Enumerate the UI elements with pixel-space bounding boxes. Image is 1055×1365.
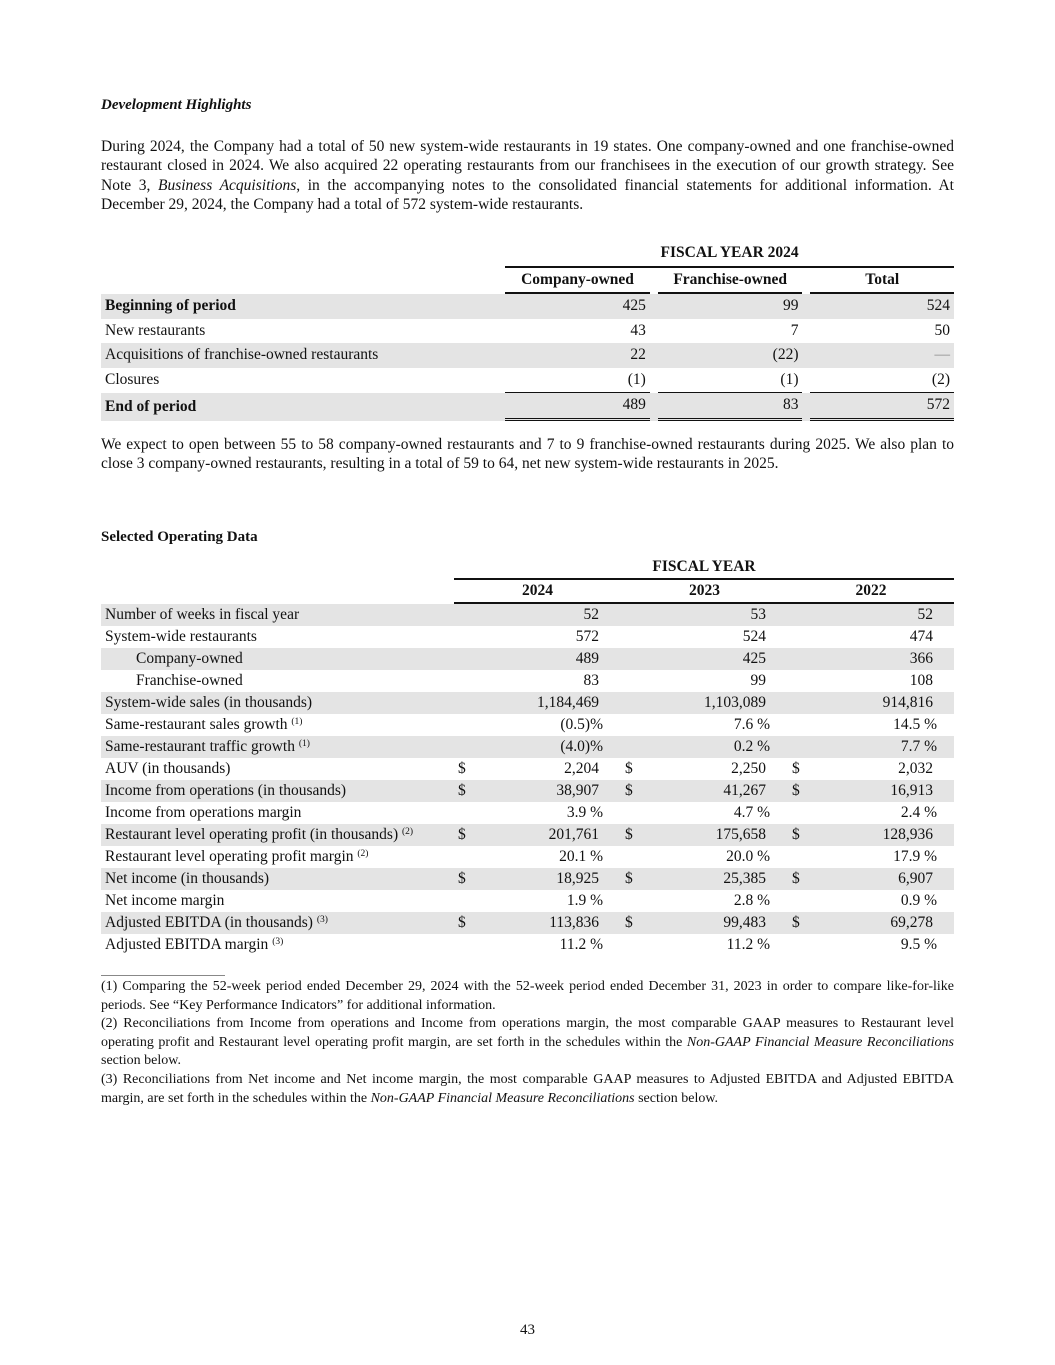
dollar-sign bbox=[621, 802, 651, 824]
cell: (22) bbox=[658, 343, 803, 368]
cell: 17.9 % bbox=[893, 848, 937, 865]
table-row bbox=[101, 934, 954, 956]
cell: 1,184,469 bbox=[484, 692, 603, 714]
table-row bbox=[101, 626, 954, 648]
cell: 11.2 % bbox=[726, 936, 770, 953]
dollar-sign bbox=[788, 670, 818, 692]
row-label: Same-restaurant traffic growth $^{(1)}$ bbox=[101, 736, 454, 758]
footnote-1: (1) Comparing the 52-week period ended December 29, 2024 with the 52-week period ended December 31, 2023 in order to compare like-for-like periods. See “Key Performance Indicators” for additional information. bbox=[101, 979, 954, 1013]
dollar-sign bbox=[454, 802, 484, 824]
dollar-sign: $ bbox=[454, 868, 484, 890]
development-paragraph bbox=[101, 137, 954, 215]
cell: 425 bbox=[651, 648, 770, 670]
dollar-sign bbox=[621, 736, 651, 758]
dollar-sign bbox=[788, 692, 818, 714]
table-row bbox=[101, 692, 954, 714]
dollar-sign: $ bbox=[454, 824, 484, 846]
cell: 14.5 % bbox=[893, 716, 937, 733]
table-row bbox=[101, 648, 954, 670]
t1-title: FISCAL YEAR 2024 bbox=[505, 241, 954, 268]
fn2-italic: Non-GAAP Financial Measure Reconciliations bbox=[686, 1034, 955, 1050]
cell: (1) bbox=[505, 368, 650, 394]
cell: 175,658 bbox=[651, 824, 770, 846]
row-label: System-wide restaurants bbox=[105, 628, 257, 645]
dollar-sign bbox=[454, 604, 484, 626]
row-label: Same-restaurant sales growth $^{(1)}$ bbox=[105, 716, 303, 733]
dollar-sign bbox=[788, 846, 818, 868]
row-label: Income from operations (in thousands) bbox=[101, 780, 454, 802]
fn2-text-b: section below. bbox=[101, 1053, 181, 1069]
cell: 7.6 % bbox=[733, 716, 770, 733]
dollar-sign bbox=[621, 648, 651, 670]
table-row bbox=[101, 802, 954, 824]
footnote-ref: (3) bbox=[272, 937, 284, 947]
row-label: Net income margin bbox=[105, 892, 225, 909]
table-row bbox=[101, 393, 954, 421]
t1-col-company-owned: Company-owned bbox=[505, 268, 650, 295]
cell: 2.4 % bbox=[900, 804, 937, 821]
dollar-sign bbox=[454, 692, 484, 714]
operating-data-table bbox=[101, 556, 954, 956]
cell: 38,907 bbox=[484, 780, 603, 802]
cell: 50 bbox=[934, 321, 950, 339]
cell: 128,936 bbox=[818, 824, 937, 846]
dollar-sign bbox=[454, 846, 484, 868]
cell: 425 bbox=[505, 294, 650, 319]
fn2-text-a: (2) Reconciliations from Income from operations and Income from operations margin, the most comparable GAAP measures to Restaurant level operating profit and Restaurant level operating profit margin, are set forth in the schedules within the bbox=[101, 1016, 954, 1050]
cell: 18,925 bbox=[484, 868, 603, 890]
t2-year-2022: 2022 bbox=[788, 580, 954, 604]
fn3-text-b: section below. bbox=[634, 1090, 719, 1106]
cell: — bbox=[810, 343, 954, 368]
t1-col-franchise-owned: Franchise-owned bbox=[658, 268, 803, 295]
cell: (1) bbox=[658, 368, 803, 394]
dollar-sign bbox=[621, 670, 651, 692]
cell: 0.2 % bbox=[651, 736, 770, 758]
cell: 41,267 bbox=[651, 780, 770, 802]
cell: 524 bbox=[810, 294, 954, 319]
dollar-sign: $ bbox=[621, 868, 651, 890]
dollar-sign bbox=[788, 604, 818, 626]
dollar-sign bbox=[621, 934, 651, 956]
dev-para-text-a: During 2024, the Company had a total of 50 new system-wide restaurants in 19 states. One company-owned and one franchise-owned restaurant closed in 2024. We also acquired 22 operating restaurants from our franchisees in the execution of our growth strategy. See Note 3, bbox=[101, 138, 954, 194]
row-label: Acquisitions of franchise-owned restaurants bbox=[101, 343, 505, 368]
dollar-sign bbox=[454, 648, 484, 670]
table-row bbox=[101, 736, 954, 758]
t2-year-2024: 2024 bbox=[454, 580, 621, 604]
cell: 7.7 % bbox=[818, 736, 937, 758]
cell: (2) bbox=[810, 368, 954, 394]
cell: 43 bbox=[630, 321, 646, 339]
dollar-sign bbox=[621, 604, 651, 626]
cell: 0.9 % bbox=[900, 892, 937, 909]
cell: 1,103,089 bbox=[651, 692, 770, 714]
cell: 69,278 bbox=[818, 912, 937, 934]
table-row bbox=[101, 912, 954, 934]
footnote-ref: (1) bbox=[291, 717, 303, 727]
cell: 83 bbox=[658, 393, 803, 421]
table-row bbox=[101, 604, 954, 626]
row-label: Number of weeks in fiscal year bbox=[101, 604, 454, 626]
cell: 53 bbox=[651, 604, 770, 626]
cell: 99 bbox=[750, 672, 766, 689]
footnote-ref: (3) bbox=[316, 915, 328, 925]
cell: 2,250 bbox=[731, 760, 766, 777]
cell: 11.2 % bbox=[559, 936, 603, 953]
dollar-sign bbox=[454, 670, 484, 692]
dollar-sign: $ bbox=[788, 912, 818, 934]
dollar-sign bbox=[454, 890, 484, 912]
row-label: Adjusted EBITDA margin $^{(3)}$ bbox=[105, 936, 284, 953]
cell: 7 bbox=[790, 321, 799, 339]
selected-operating-data-heading: Selected Operating Data bbox=[101, 529, 258, 545]
cell: 22 bbox=[505, 343, 650, 368]
dollar-sign bbox=[454, 934, 484, 956]
dollar-sign bbox=[621, 692, 651, 714]
cell: 113,836 bbox=[484, 912, 603, 934]
dev-para-italic: Business Acquisitions bbox=[158, 176, 297, 194]
expectation-paragraph: We expect to open between 55 to 58 company-owned restaurants and 7 to 9 franchise-owned restaurants during 2025. We also plan to close 3 company-owned restaurants, resulting in a total of 59 to 64, net new system-wide restaurants in 2025. bbox=[101, 436, 954, 473]
dollar-sign: $ bbox=[454, 912, 484, 934]
table-row bbox=[101, 890, 954, 912]
table-row bbox=[101, 368, 954, 394]
table-row bbox=[101, 319, 954, 344]
fn3-italic: Non-GAAP Financial Measure Reconciliations bbox=[370, 1090, 635, 1106]
cell: 25,385 bbox=[651, 868, 770, 890]
cell: 52 bbox=[818, 604, 937, 626]
dollar-sign bbox=[454, 626, 484, 648]
row-label: Income from operations margin bbox=[105, 804, 302, 821]
cell: 9.5 % bbox=[900, 936, 937, 953]
dollar-sign: $ bbox=[621, 912, 651, 934]
row-label: End of period bbox=[101, 393, 505, 421]
dollar-sign bbox=[621, 714, 651, 736]
cell: 3.9 % bbox=[566, 804, 603, 821]
footnote-3 bbox=[101, 1071, 954, 1108]
row-label: Closures bbox=[105, 371, 160, 389]
row-label: Restaurant level operating profit (in thousands) $^{(2)}$ bbox=[101, 824, 454, 846]
table-row bbox=[101, 714, 954, 736]
cell: 99 bbox=[658, 294, 803, 319]
dollar-sign: $ bbox=[621, 824, 651, 846]
dollar-sign: $ bbox=[458, 760, 466, 777]
cell: 474 bbox=[909, 628, 933, 645]
restaurant-count-table bbox=[101, 241, 954, 421]
cell: 366 bbox=[818, 648, 937, 670]
row-label: Company-owned bbox=[101, 648, 454, 670]
cell: 99,483 bbox=[651, 912, 770, 934]
cell: 20.1 % bbox=[559, 848, 603, 865]
footnote-ref: (1) bbox=[298, 739, 310, 749]
page-number: 43 bbox=[520, 1322, 535, 1338]
cell: 914,816 bbox=[818, 692, 937, 714]
cell: 20.0 % bbox=[726, 848, 770, 865]
cell: 108 bbox=[909, 672, 933, 689]
cell: 6,907 bbox=[818, 868, 937, 890]
dollar-sign bbox=[788, 934, 818, 956]
cell: 2.8 % bbox=[733, 892, 770, 909]
cell: 489 bbox=[484, 648, 603, 670]
dollar-sign bbox=[788, 714, 818, 736]
cell: 16,913 bbox=[818, 780, 937, 802]
dollar-sign: $ bbox=[788, 868, 818, 890]
cell: 83 bbox=[583, 672, 599, 689]
table-row bbox=[101, 780, 954, 802]
dollar-sign bbox=[788, 736, 818, 758]
cell: 524 bbox=[742, 628, 766, 645]
cell: 4.7 % bbox=[733, 804, 770, 821]
cell: 572 bbox=[575, 628, 599, 645]
footnote-ref: (2) bbox=[357, 849, 369, 859]
dollar-sign: $ bbox=[621, 780, 651, 802]
cell: 489 bbox=[505, 393, 650, 421]
dollar-sign bbox=[454, 714, 484, 736]
cell: (0.5)% bbox=[560, 716, 603, 733]
row-label: Net income (in thousands) bbox=[101, 868, 454, 890]
row-label: Adjusted EBITDA (in thousands) $^{(3)}$ bbox=[101, 912, 454, 934]
dollar-sign: $ bbox=[792, 760, 800, 777]
table-row bbox=[101, 343, 954, 368]
table-row bbox=[101, 758, 954, 780]
fn3-text-a: (3) Reconciliations from Net income and Net income margin, the most comparable GAAP measures to Adjusted EBITDA and Adjusted EBITDA margin, are set forth in the schedules within the bbox=[101, 1072, 954, 1106]
dollar-sign: $ bbox=[788, 780, 818, 802]
dollar-sign bbox=[788, 802, 818, 824]
cell: 201,761 bbox=[484, 824, 603, 846]
dollar-sign bbox=[621, 890, 651, 912]
t2-title: FISCAL YEAR bbox=[454, 556, 954, 580]
row-label: System-wide sales (in thousands) bbox=[101, 692, 454, 714]
development-highlights-heading: Development Highlights bbox=[101, 97, 252, 113]
cell: 2,204 bbox=[564, 760, 599, 777]
table-row bbox=[101, 846, 954, 868]
table-row bbox=[101, 824, 954, 846]
t1-col-total: Total bbox=[810, 268, 954, 295]
cell: 2,032 bbox=[898, 760, 933, 777]
t2-year-2023: 2023 bbox=[621, 580, 788, 604]
row-label: Franchise-owned bbox=[136, 672, 243, 689]
dollar-sign bbox=[788, 890, 818, 912]
dollar-sign bbox=[621, 626, 651, 648]
dollar-sign: $ bbox=[625, 760, 633, 777]
dollar-sign bbox=[621, 846, 651, 868]
dev-para-text-b: , in the accompanying notes to the consolidated financial statements for additional information. At December 29, 2024, the Company had a total of 572 system-wide restaurants. bbox=[101, 176, 954, 214]
dollar-sign bbox=[788, 626, 818, 648]
row-label: New restaurants bbox=[105, 321, 206, 339]
dollar-sign: $ bbox=[788, 824, 818, 846]
footnote-divider bbox=[101, 975, 225, 976]
dollar-sign: $ bbox=[454, 780, 484, 802]
cell: (4.0)% bbox=[484, 736, 603, 758]
cell: 572 bbox=[810, 393, 954, 421]
row-label: AUV (in thousands) bbox=[105, 760, 231, 777]
row-label: Restaurant level operating profit margin $^{(2)}$ bbox=[105, 848, 369, 865]
cell: 52 bbox=[484, 604, 603, 626]
table-row bbox=[101, 868, 954, 890]
footnote-2 bbox=[101, 1015, 954, 1071]
table-row bbox=[101, 294, 954, 319]
cell: 1.9 % bbox=[566, 892, 603, 909]
table-row bbox=[101, 670, 954, 692]
dollar-sign bbox=[788, 648, 818, 670]
dollar-sign bbox=[454, 736, 484, 758]
footnote-ref: (2) bbox=[402, 827, 414, 837]
row-label: Beginning of period bbox=[101, 294, 505, 319]
